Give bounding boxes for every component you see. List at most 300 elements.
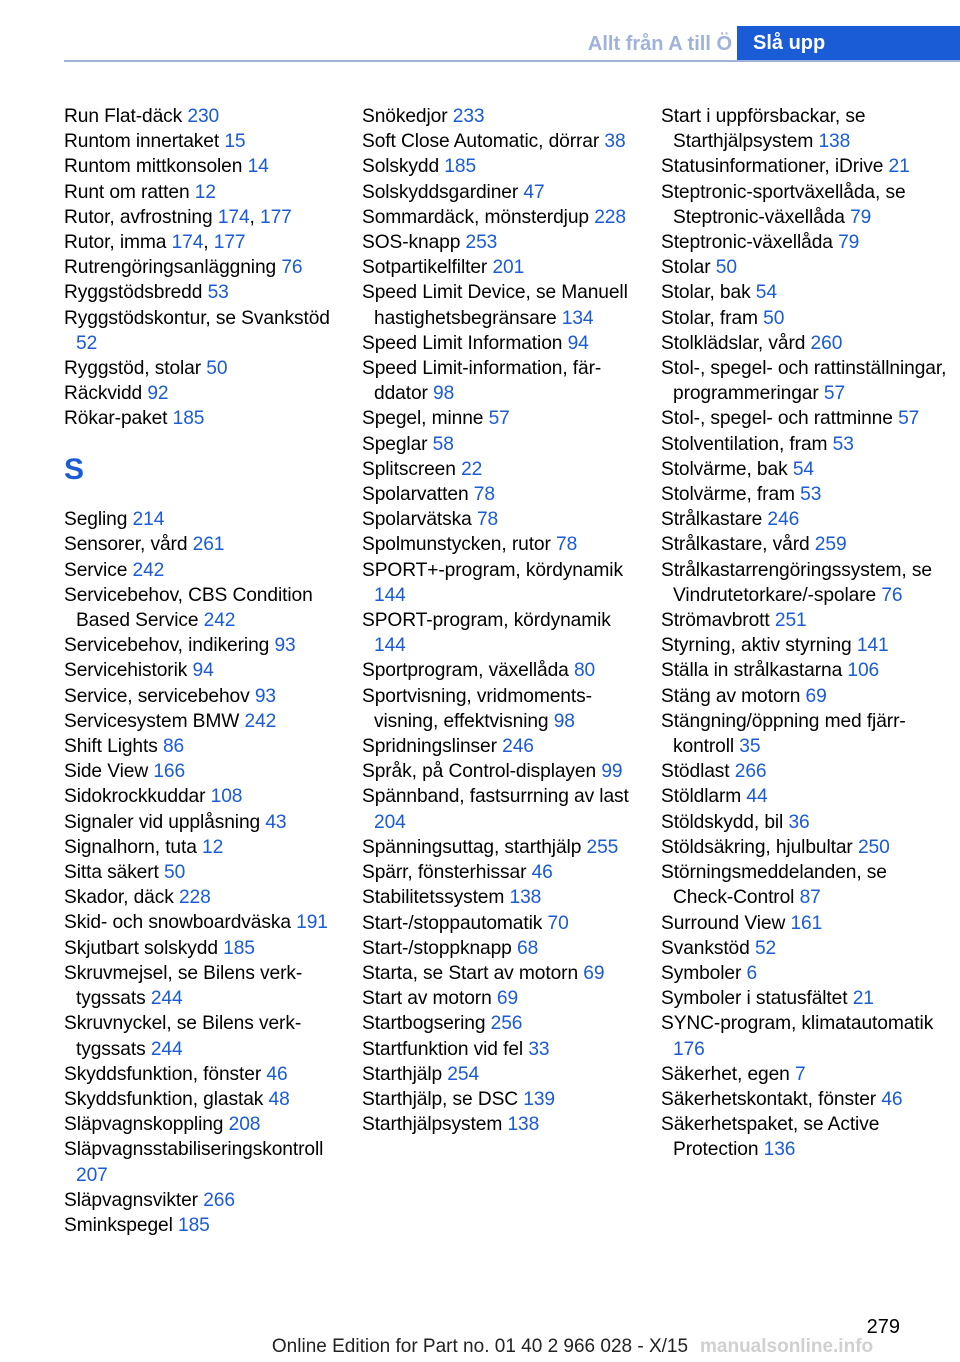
page-link[interactable]: 78 <box>473 484 495 506</box>
page-link[interactable]: 259 <box>814 534 847 556</box>
page-link[interactable]: 57 <box>898 408 920 430</box>
index-term: Stängning/öppning med fjärrkontroll <box>661 710 906 758</box>
index-entry <box>661 280 951 305</box>
index-term: Skjutbart solskydd <box>64 937 218 959</box>
page-link[interactable]: 50 <box>206 358 228 380</box>
index-entry <box>64 734 344 759</box>
index-term: Stol-, spegel- och rattinställningar, programmeringar <box>661 358 947 405</box>
page-link[interactable]: 185 <box>223 937 255 959</box>
index-term: Strålkastare <box>661 509 763 531</box>
index-term: Speed Limit Device, se Manuell hastighetsbegränsare <box>362 282 628 329</box>
page-link[interactable]: 134 <box>561 307 594 329</box>
index-entry <box>64 280 344 305</box>
page-link[interactable]: 57 <box>488 408 510 430</box>
index-entry <box>64 180 344 205</box>
index-term: Spärr, fönsterhissar <box>362 862 527 884</box>
page-link[interactable]: 207 <box>76 1164 108 1186</box>
index-entry <box>64 558 344 583</box>
index-term: Spolarvatten <box>362 484 469 506</box>
page-link[interactable]: 46 <box>531 862 553 884</box>
page-link[interactable]: 242 <box>203 610 236 632</box>
index-term: Start av motorn <box>362 988 492 1010</box>
index-term: Speed Limit Information <box>362 332 563 354</box>
page-link[interactable]: 93 <box>274 635 296 657</box>
index-term: Runtom mittkonsolen <box>64 156 243 178</box>
index-term: Runtom innertaket <box>64 131 220 153</box>
index-entry <box>64 810 344 835</box>
page-link[interactable]: 253 <box>465 232 498 254</box>
page-link[interactable]: 260 <box>810 332 843 354</box>
page-link[interactable]: 50 <box>164 862 186 884</box>
index-term: Spegel, minne <box>362 408 484 430</box>
page-link[interactable]: 208 <box>228 1114 261 1136</box>
page-link[interactable]: 69 <box>805 685 827 707</box>
index-entry <box>362 331 642 356</box>
page-link[interactable]: 21 <box>888 156 910 178</box>
index-term: Skid- och snowboardväska <box>64 912 291 934</box>
page-link[interactable]: 138 <box>507 1114 540 1136</box>
index-term: Run Flat-däck <box>64 106 183 127</box>
page-link[interactable]: 53 <box>207 282 229 304</box>
page-number: 279 <box>866 1316 900 1338</box>
page-link[interactable]: 228 <box>594 206 626 228</box>
index-term: Servicehistorik <box>64 660 188 682</box>
page-link[interactable]: 166 <box>153 761 186 783</box>
page-link[interactable]: 191 <box>296 912 328 934</box>
page-link[interactable]: 246 <box>767 509 800 531</box>
page-link[interactable]: 57 <box>823 383 846 405</box>
index-entry <box>362 885 642 910</box>
page-link[interactable]: 76 <box>881 584 903 606</box>
page-link[interactable]: 185 <box>178 1214 210 1236</box>
index-term: Skruvmejsel, se Bilens verktygssats <box>64 962 303 1010</box>
page-link[interactable]: 78 <box>556 534 578 556</box>
page-link[interactable]: 70 <box>547 912 569 934</box>
index-entry <box>661 558 951 608</box>
index-term: Stödlast <box>661 761 730 783</box>
index-term: Släpvagnsvikter <box>64 1189 198 1211</box>
index-entry <box>64 154 344 179</box>
index-entry <box>64 835 344 860</box>
page-link[interactable]: 79 <box>850 206 872 228</box>
index-entry <box>362 129 642 154</box>
page-link[interactable]: 261 <box>192 534 225 556</box>
page-link[interactable]: 76 <box>281 257 303 279</box>
index-term: Sitta säkert <box>64 862 159 884</box>
page-link[interactable]: 250 <box>857 836 890 858</box>
page-link[interactable]: 141 <box>856 635 889 657</box>
index-entry <box>64 406 344 431</box>
page-link[interactable]: 21 <box>852 988 874 1010</box>
index-entry <box>64 255 344 280</box>
index-entry <box>362 457 642 482</box>
page-link[interactable]: 106 <box>847 660 880 682</box>
index-entry <box>661 432 951 457</box>
index-entry <box>362 911 642 936</box>
page-link[interactable]: 46 <box>266 1063 288 1085</box>
page-link[interactable]: 87 <box>799 887 821 909</box>
index-entry <box>362 558 642 608</box>
page-link[interactable]: 46 <box>881 1088 903 1110</box>
page-link[interactable]: 177 <box>260 206 292 228</box>
index-term: Symboler i statusfältet <box>661 988 848 1010</box>
page-link[interactable]: 35 <box>739 736 761 758</box>
index-entry <box>362 658 642 683</box>
index-entry <box>661 154 951 179</box>
page-link[interactable]: 38 <box>604 131 626 153</box>
index-term: Stol-, spegel- och rattminne <box>661 408 893 430</box>
index-entry <box>661 331 951 356</box>
index-term: Shift Lights <box>64 736 158 758</box>
page-link[interactable]: 58 <box>432 433 454 455</box>
page-link[interactable]: 33 <box>528 1038 550 1060</box>
page-link[interactable]: 174 <box>171 232 204 254</box>
index-entry <box>362 230 642 255</box>
page-link[interactable]: 233 <box>452 106 485 127</box>
index-entry <box>362 205 642 230</box>
page-link[interactable]: 99 <box>601 761 623 783</box>
index-entry <box>661 684 951 709</box>
index-term: Servicebehov, CBS Condition Based Service <box>64 584 313 632</box>
page-link[interactable]: 6 <box>746 962 758 984</box>
page-link[interactable]: 52 <box>76 332 98 354</box>
index-term: Ryggstödsbredd <box>64 282 203 304</box>
page-link[interactable]: 54 <box>755 282 777 304</box>
index-entry <box>661 457 951 482</box>
index-entry <box>661 1112 951 1162</box>
index-term: Skador, däck <box>64 887 174 909</box>
index-entry <box>362 936 642 961</box>
page-link[interactable]: 68 <box>517 937 539 959</box>
index-term: Sportvisning, vridmomentsvisning, effektvisning <box>362 685 592 732</box>
page-link[interactable]: 255 <box>586 836 619 858</box>
index-entry <box>661 860 951 910</box>
page-link[interactable]: 53 <box>832 433 854 455</box>
index-entry <box>661 1062 951 1087</box>
index-column-2 <box>362 104 642 1137</box>
index-term: Runt om ratten <box>64 181 190 203</box>
index-entry <box>64 633 344 658</box>
index-entry <box>64 1112 344 1137</box>
index-entry <box>661 406 951 431</box>
index-term: Solskydd <box>362 156 440 178</box>
index-term: Startbogsering <box>362 1013 486 1035</box>
page-link[interactable]: 48 <box>268 1088 290 1110</box>
page-link[interactable]: 266 <box>203 1189 235 1211</box>
index-entry <box>64 961 344 1011</box>
index-term: Servicesystem BMW <box>64 710 240 732</box>
index-entry <box>362 734 642 759</box>
index-term: Strålkastarrengöringssystem, se Vindrutetorkare/-spolare <box>661 559 932 606</box>
index-term: Stöldskydd, bil <box>661 811 784 833</box>
index-entry <box>64 381 344 406</box>
index-term: Styrning, aktiv styrning <box>661 635 852 657</box>
index-entry <box>362 280 642 330</box>
index-term: Släpvagnskoppling <box>64 1114 224 1136</box>
index-entry <box>661 658 951 683</box>
page-link[interactable]: 161 <box>790 912 823 934</box>
index-term: Rökar-paket <box>64 408 168 430</box>
index-entry <box>64 1087 344 1112</box>
index-entry <box>362 482 642 507</box>
page-link[interactable]: 36 <box>788 811 810 833</box>
watermark: manualsonline.info <box>700 1336 874 1357</box>
page-link[interactable]: 242 <box>244 710 277 732</box>
page-link[interactable]: 43 <box>265 811 287 833</box>
index-term: Soft Close Automatic, dörrar <box>362 131 600 153</box>
page-link[interactable]: 185 <box>444 156 477 178</box>
index-term: Stolvärme, fram <box>661 484 795 506</box>
index-entry <box>362 835 642 860</box>
index-term: Side View <box>64 761 149 783</box>
index-entry <box>661 532 951 557</box>
footer-edition: Online Edition for Part no. 01 40 2 966 028 - X/15 <box>271 1336 689 1357</box>
index-term: Signaler vid upplåsning <box>64 811 261 833</box>
index-term: Sidokrockkuddar <box>64 786 206 808</box>
index-term: Stolar, bak <box>661 282 751 304</box>
page-link[interactable]: 136 <box>763 1139 796 1161</box>
index-term: Ryggstödskontur, se Svankstöd <box>64 307 330 329</box>
index-term: Störningsmeddelanden, se Check-Control <box>661 862 887 909</box>
index-entry <box>362 1087 642 1112</box>
page-link[interactable]: 214 <box>132 509 165 531</box>
index-term: Starthjälpsystem <box>362 1114 503 1136</box>
page-link[interactable]: 44 <box>746 786 768 808</box>
index-term: Strömavbrott <box>661 610 770 632</box>
index-term: Stöldsäkring, hjulbultar <box>661 836 853 858</box>
index-entry <box>362 255 642 280</box>
index-term: Ryggstöd, stolar <box>64 358 202 380</box>
index-term: Start-/stoppautomatik <box>362 912 543 934</box>
index-term: Strålkastare, vård <box>661 534 810 556</box>
page-link[interactable]: 69 <box>583 962 605 984</box>
index-entry <box>64 1137 344 1187</box>
page-link[interactable]: 92 <box>147 383 169 405</box>
page-link[interactable]: 98 <box>433 383 455 405</box>
index-entry <box>362 759 642 784</box>
page-link[interactable]: 108 <box>210 786 243 808</box>
page-link[interactable]: 242 <box>132 559 165 581</box>
index-entry <box>661 936 951 961</box>
page-link[interactable]: 86 <box>162 736 185 758</box>
page-link[interactable]: 14 <box>247 156 269 178</box>
index-entry <box>64 1188 344 1213</box>
page-link[interactable]: 204 <box>374 811 406 833</box>
page-link[interactable]: 138 <box>509 887 542 909</box>
page-link[interactable]: 15 <box>224 131 246 153</box>
index-term: Starta, se Start av motorn <box>362 962 579 984</box>
index-entry <box>362 154 642 179</box>
index-entry <box>64 684 344 709</box>
page-link[interactable]: 94 <box>192 660 214 682</box>
index-entry <box>362 432 642 457</box>
index-term: Stolventilation, fram <box>661 433 828 455</box>
index-term: Speglar <box>362 433 428 455</box>
index-term: Statusinformationer, iDrive <box>661 156 884 178</box>
index-term: Start i uppförsbackar, se Starthjälpsystem <box>661 106 866 153</box>
index-entry: Rutor, avfrostning 174, 177 <box>64 206 292 228</box>
index-entry <box>64 658 344 683</box>
page-link[interactable]: 230 <box>187 106 220 127</box>
index-term: SPORT+-program, kördynamik <box>362 559 623 581</box>
page-header <box>0 0 960 62</box>
page-link[interactable]: 266 <box>734 761 767 783</box>
index-entry <box>661 911 951 936</box>
index-term: Symboler <box>661 962 742 984</box>
index-term: Rutrengöringsanläggning <box>64 257 277 279</box>
index-term: Splitscreen <box>362 458 456 480</box>
index-entry <box>362 1062 642 1087</box>
page-link[interactable]: 52 <box>754 937 777 959</box>
index-term: Stolar, fram <box>661 307 758 329</box>
page-link[interactable]: 144 <box>374 635 406 657</box>
page-link[interactable]: 256 <box>490 1013 523 1035</box>
index-term: Spännband, fastsurrning av last <box>362 786 629 808</box>
index-entry <box>362 532 642 557</box>
index-term: Stöldlarm <box>661 786 742 808</box>
page-link[interactable]: 12 <box>194 181 216 203</box>
index-entry <box>362 356 642 406</box>
index-term: Säkerhetskontakt, fönster <box>661 1088 877 1110</box>
index-term: Servicebehov, indikering <box>64 635 270 657</box>
page-link[interactable]: 185 <box>172 408 205 430</box>
index-entry <box>362 860 642 885</box>
index-entry <box>64 709 344 734</box>
page-link[interactable]: 50 <box>763 307 785 329</box>
index-term: Steptronic-sportväxellåda, se Steptronic-växellåda <box>661 181 906 228</box>
index-entry <box>64 583 344 633</box>
index-term: Sommardäck, mönsterdjup <box>362 206 589 228</box>
index-entry <box>661 306 951 331</box>
index-term: Stolar <box>661 257 711 279</box>
index-entry <box>661 709 951 759</box>
index-term: Skruvnyckel, se Bilens verktygssats <box>64 1013 302 1060</box>
index-entry <box>64 860 344 885</box>
index-term: Surround View <box>661 912 786 934</box>
page-link[interactable]: 176 <box>673 1038 705 1060</box>
index-term: Service <box>64 559 128 581</box>
index-entry <box>661 1011 951 1061</box>
index-term: Släpvagnsstabiliseringskontroll <box>64 1139 324 1161</box>
page-link[interactable]: 139 <box>523 1088 555 1110</box>
index-term: Säkerhetspaket, se Active Protection <box>661 1114 880 1161</box>
page-link[interactable]: 201 <box>492 257 525 279</box>
page-link[interactable]: 174 <box>217 206 250 228</box>
index-term: Sotpartikelfilter <box>362 257 488 279</box>
page-link[interactable]: 12 <box>202 836 224 858</box>
page-link[interactable]: 138 <box>818 131 851 153</box>
index-term: Service, servicebehov <box>64 685 250 707</box>
page-link[interactable]: 244 <box>150 1038 183 1060</box>
index-term: Signalhorn, tuta <box>64 836 197 858</box>
index-term: Snökedjor <box>362 106 448 127</box>
lookup-tab[interactable]: Slå upp <box>737 26 960 61</box>
index-term: Språk, på Control-displayen <box>362 761 597 783</box>
index-term: Stäng av motorn <box>661 685 801 707</box>
index-column-3 <box>661 104 951 1163</box>
page-link[interactable]: 53 <box>800 484 822 506</box>
index-entry <box>362 961 642 986</box>
index-entry <box>64 129 344 154</box>
index-entry <box>64 1011 344 1061</box>
page-link[interactable]: 228 <box>178 887 211 909</box>
index-entry <box>362 784 642 834</box>
index-term: SYNC-program, klimatautomatik <box>661 1013 934 1035</box>
index-entry <box>64 1062 344 1087</box>
page-link[interactable]: 177 <box>213 232 246 254</box>
index-entry <box>64 910 344 935</box>
index-entry <box>661 784 951 809</box>
index-entry <box>362 986 642 1011</box>
index-entry <box>64 532 344 557</box>
index-term: Sportprogram, växellåda <box>362 660 569 682</box>
index-term: Stolvärme, bak <box>661 458 788 480</box>
index-term: Segling <box>64 509 128 531</box>
page-link[interactable]: 93 <box>254 685 276 707</box>
page-link[interactable]: 69 <box>496 988 519 1010</box>
index-term: Steptronic-växellåda <box>661 232 833 254</box>
index-entry <box>661 356 951 406</box>
page-link[interactable]: 78 <box>476 509 499 531</box>
page-link[interactable]: 50 <box>715 257 737 279</box>
index-term: Stabilitetssystem <box>362 887 505 909</box>
page-link[interactable]: 47 <box>523 181 545 203</box>
index-entry <box>64 104 344 129</box>
index-term: SOS-knapp <box>362 232 461 254</box>
index-letter-heading: S <box>64 452 85 486</box>
index-entry <box>362 1112 642 1137</box>
index-term: Spridningslinser <box>362 736 497 758</box>
index-term: Räckvidd <box>64 383 143 405</box>
index-term: Spolmunstycken, rutor <box>362 534 551 556</box>
page-link[interactable]: 246 <box>502 736 534 758</box>
index-term: Spänningsuttag, starthjälp <box>362 836 582 858</box>
index-entry <box>64 759 344 784</box>
page-link[interactable]: 251 <box>774 610 807 632</box>
index-term: Sensorer, vård <box>64 534 188 556</box>
page-link[interactable]: 80 <box>573 660 596 682</box>
page-link[interactable]: 79 <box>838 232 860 254</box>
page-link[interactable]: 254 <box>447 1063 480 1085</box>
index-term: Starthjälp, se DSC <box>362 1088 519 1110</box>
page-link[interactable]: 7 <box>794 1063 806 1085</box>
index-column-1 <box>64 104 344 1238</box>
index-term: Svankstöd <box>661 937 750 959</box>
index-entry <box>64 306 344 356</box>
index-entry <box>661 759 951 784</box>
index-entry <box>661 608 951 633</box>
index-entry <box>362 180 642 205</box>
index-entry <box>362 608 642 658</box>
page-link[interactable]: 94 <box>567 332 589 354</box>
page-link[interactable]: 22 <box>461 458 483 480</box>
page-link[interactable]: 144 <box>374 584 406 606</box>
index-term: Ställa in strålkastarna <box>661 660 843 682</box>
index-term: Skyddsfunktion, glastak <box>64 1088 264 1110</box>
index-term: Rutor, imma <box>64 232 167 254</box>
index-entry <box>661 961 951 986</box>
page-link[interactable]: 244 <box>150 988 183 1010</box>
page-link[interactable]: 54 <box>792 458 814 480</box>
index-entry <box>64 936 344 961</box>
index-entry <box>661 230 951 255</box>
page-link[interactable]: 98 <box>553 710 575 732</box>
index-entry <box>64 507 344 532</box>
section-tab[interactable]: Allt från A till Ö <box>587 33 732 55</box>
index-term: Säkerhet, egen <box>661 1063 790 1085</box>
index-term: Spolarvätska <box>362 509 472 531</box>
index-entry <box>661 986 951 1011</box>
